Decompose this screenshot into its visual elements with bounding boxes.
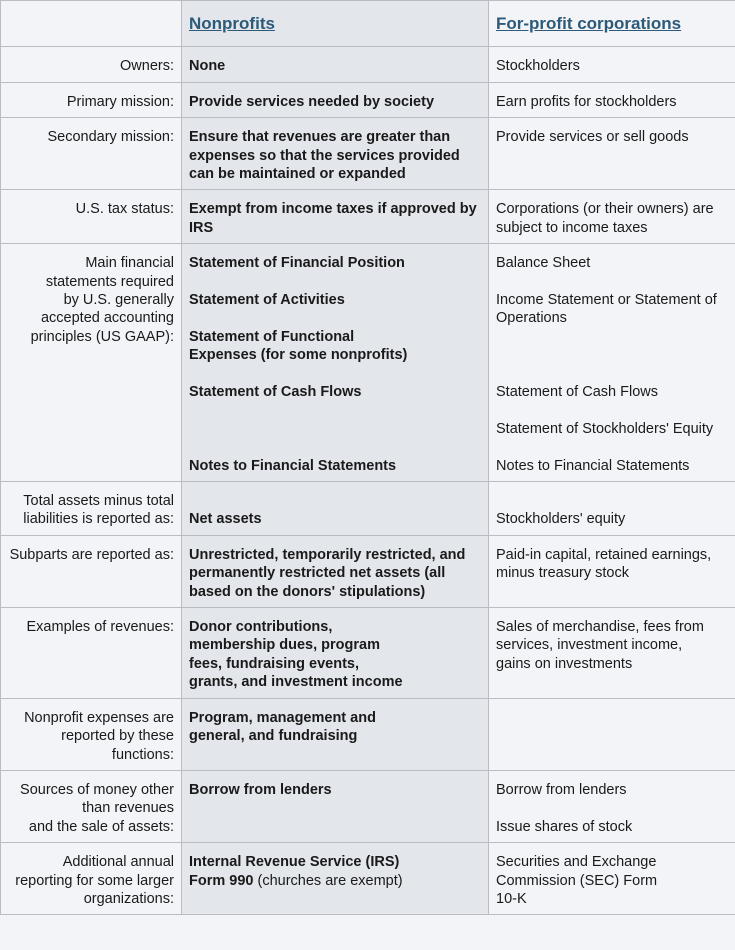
row-label: U.S. tax status: [1,190,182,244]
header-blank-cell [1,1,182,47]
header-forprofit: For-profit corporations [489,1,735,47]
row-financial-statements [1,244,735,482]
header-row [1,1,735,47]
forprofit-cell: Stockholders [489,47,735,82]
forprofit-cell: Sales of merchandise, fees from services, investment income, gains on investments [489,608,735,699]
row-label: Total assets minus total liabilities is reported as: [1,482,182,536]
row-revenues [1,608,735,699]
row-subparts [1,535,735,607]
row-label: Nonprofit expenses are reported by these functions: [1,698,182,770]
forprofit-cell [489,698,735,770]
header-nonprofits: Nonprofits [182,1,489,47]
nonprofit-cell: Statement of Financial Position Statement of Activities Statement of Functional Expenses (for some nonprofits) Statement of Cash Flows Notes to Financial Statements [182,244,489,482]
row-label: Main financial statements required by U.S. generally accepted accounting principles (US GAAP): [1,244,182,482]
forprofit-cell: Corporations (or their owners) are subject to income taxes [489,190,735,244]
nonprofit-cell: Provide services needed by society [182,82,489,117]
forprofit-cell: Borrow from lenders Issue shares of stock [489,770,735,842]
nonprofit-cell: Ensure that revenues are greater than expenses so that the services provided can be maintained or expanded [182,118,489,190]
forprofit-cell: Securities and Exchange Commission (SEC) Form 10-K [489,843,735,915]
nonprofit-cell: None [182,47,489,82]
row-label: Primary mission: [1,82,182,117]
row-expenses [1,698,735,770]
nonprofit-cell: Exempt from income taxes if approved by IRS [182,190,489,244]
row-label: Examples of revenues: [1,608,182,699]
nonprofit-cell: Unrestricted, temporarily restricted, and permanently restricted net assets (all based on the donors' stipulations) [182,535,489,607]
row-sources [1,770,735,842]
nonprofit-cell: Donor contributions, membership dues, program fees, fundraising events, grants, and investment income [182,608,489,699]
row-net-assets [1,482,735,536]
row-label: Owners: [1,47,182,82]
nonprofit-cell: Program, management and general, and fundraising [182,698,489,770]
row-owners [1,47,735,82]
row-secondary-mission [1,118,735,190]
nonprofit-cell: Borrow from lenders [182,770,489,842]
forprofit-cell: Balance Sheet Income Statement or Statement of Operations Statement of Cash Flows Statement of Stockholders' Equity Notes to Financial Statements [489,244,735,482]
row-primary-mission [1,82,735,117]
row-label: Subparts are reported as: [1,535,182,607]
forprofit-cell: Provide services or sell goods [489,118,735,190]
row-label: Additional annual reporting for some larger organizations: [1,843,182,915]
nonprofit-cell: Net assets [182,482,489,536]
forprofit-cell: Earn profits for stockholders [489,82,735,117]
row-additional-reporting [1,843,735,915]
nonprofit-cell: Internal Revenue Service (IRS) Form 990 (churches are exempt) [182,843,489,915]
row-tax-status [1,190,735,244]
row-label: Sources of money other than revenues and the sale of assets: [1,770,182,842]
forprofit-cell: Stockholders' equity [489,482,735,536]
forprofit-cell: Paid-in capital, retained earnings, minus treasury stock [489,535,735,607]
row-label: Secondary mission: [1,118,182,190]
